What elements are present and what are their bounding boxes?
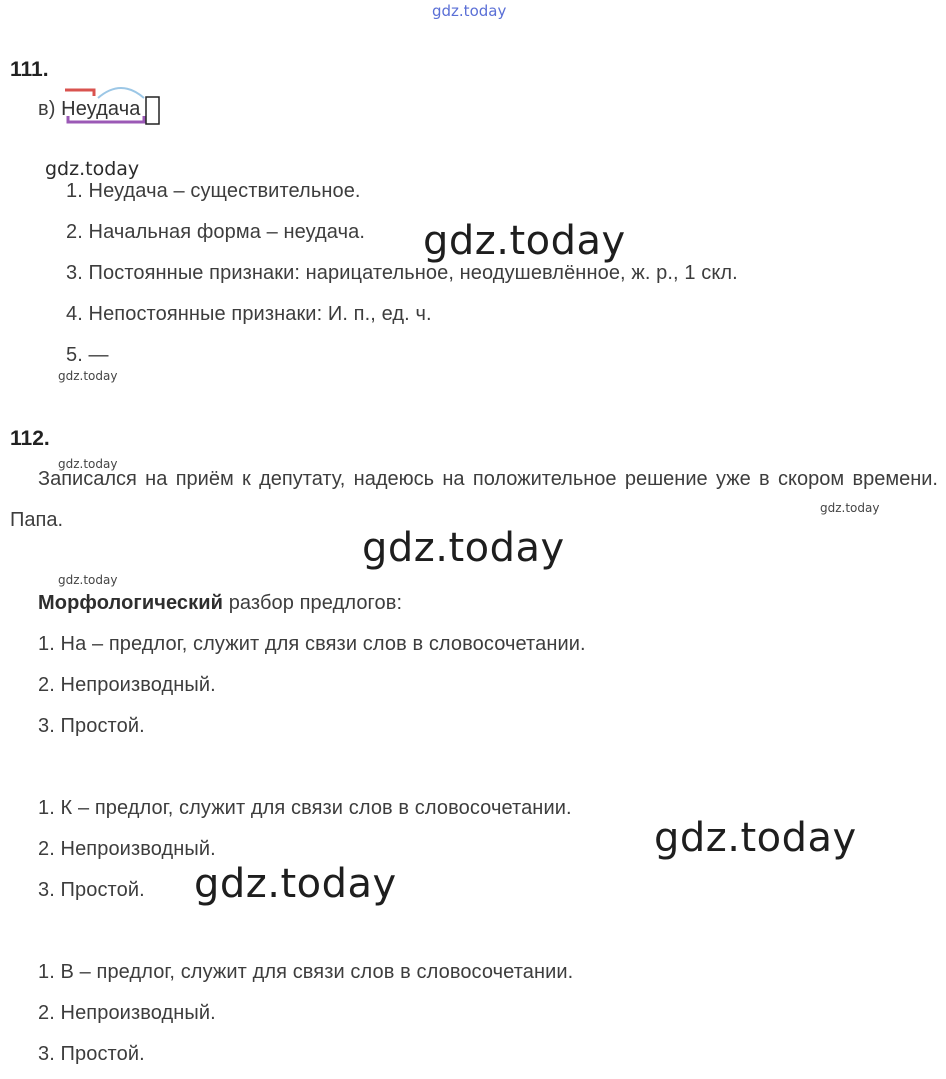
- watermark-small-1: gdz.today: [58, 369, 118, 383]
- task-111-number: 111.: [10, 58, 49, 81]
- ending-box: [146, 97, 159, 124]
- heading-rest: разбор предлогов:: [228, 592, 403, 614]
- watermark-top: gdz.today: [432, 2, 507, 20]
- base-underline: [68, 116, 144, 122]
- group2-item-3: 3. Простой.: [38, 879, 145, 901]
- group3-item-3: 3. Простой.: [38, 1043, 145, 1065]
- watermark-small-3: gdz.today: [820, 501, 880, 515]
- task-111-item-3: 3. Постоянные признаки: нарицательное, неодушевлённое, ж. р., 1 скл.: [66, 262, 738, 284]
- watermark-big-2: gdz.today: [362, 525, 565, 571]
- task-112-heading: [38, 592, 402, 615]
- task-111-item-1: 1. Неудача – существительное.: [66, 180, 361, 202]
- word-ending: а: [129, 98, 141, 120]
- watermark-medium-1: gdz.today: [45, 158, 140, 180]
- group3-item-1: 1. В – предлог, служит для связи слов в словосочетании.: [38, 961, 574, 983]
- task-111-item-2: 2. Начальная форма – неудача.: [66, 221, 365, 243]
- task-111-item-4: 4. Непостоянные признаки: И. п., ед. ч.: [66, 303, 432, 325]
- task-111-item-5: 5. —: [66, 344, 109, 366]
- group3-item-2: 2. Непроизводный.: [38, 1002, 216, 1024]
- prefix-mark: [65, 90, 94, 96]
- root-arc: [98, 88, 144, 98]
- task-112-number: 112.: [10, 427, 50, 450]
- heading-bold: Морфологический: [38, 592, 224, 614]
- watermark-small-2: gdz.today: [58, 457, 118, 471]
- morpheme-marks: [60, 84, 170, 130]
- group1-item-1: 1. На – предлог, служит для связи слов в словосочетании.: [38, 633, 586, 655]
- group2-item-2: 2. Непроизводный.: [38, 838, 216, 860]
- watermark-big-1: gdz.today: [423, 218, 626, 264]
- task-112-sentence: Записался на приём к депутату, надеюсь на положительное решение уже в скором времени. Папа.: [10, 468, 938, 531]
- group2-item-1: 1. К – предлог, служит для связи слов в словосочетании.: [38, 797, 572, 819]
- group1-item-3: 3. Простой.: [38, 715, 145, 737]
- word-root: Неудач: [61, 98, 130, 120]
- group1-item-2: 2. Непроизводный.: [38, 674, 216, 696]
- watermark-big-3: gdz.today: [654, 815, 857, 861]
- watermark-small-4: gdz.today: [58, 573, 118, 587]
- watermark-big-4: gdz.today: [194, 861, 397, 907]
- task-111-label: в): [38, 98, 56, 120]
